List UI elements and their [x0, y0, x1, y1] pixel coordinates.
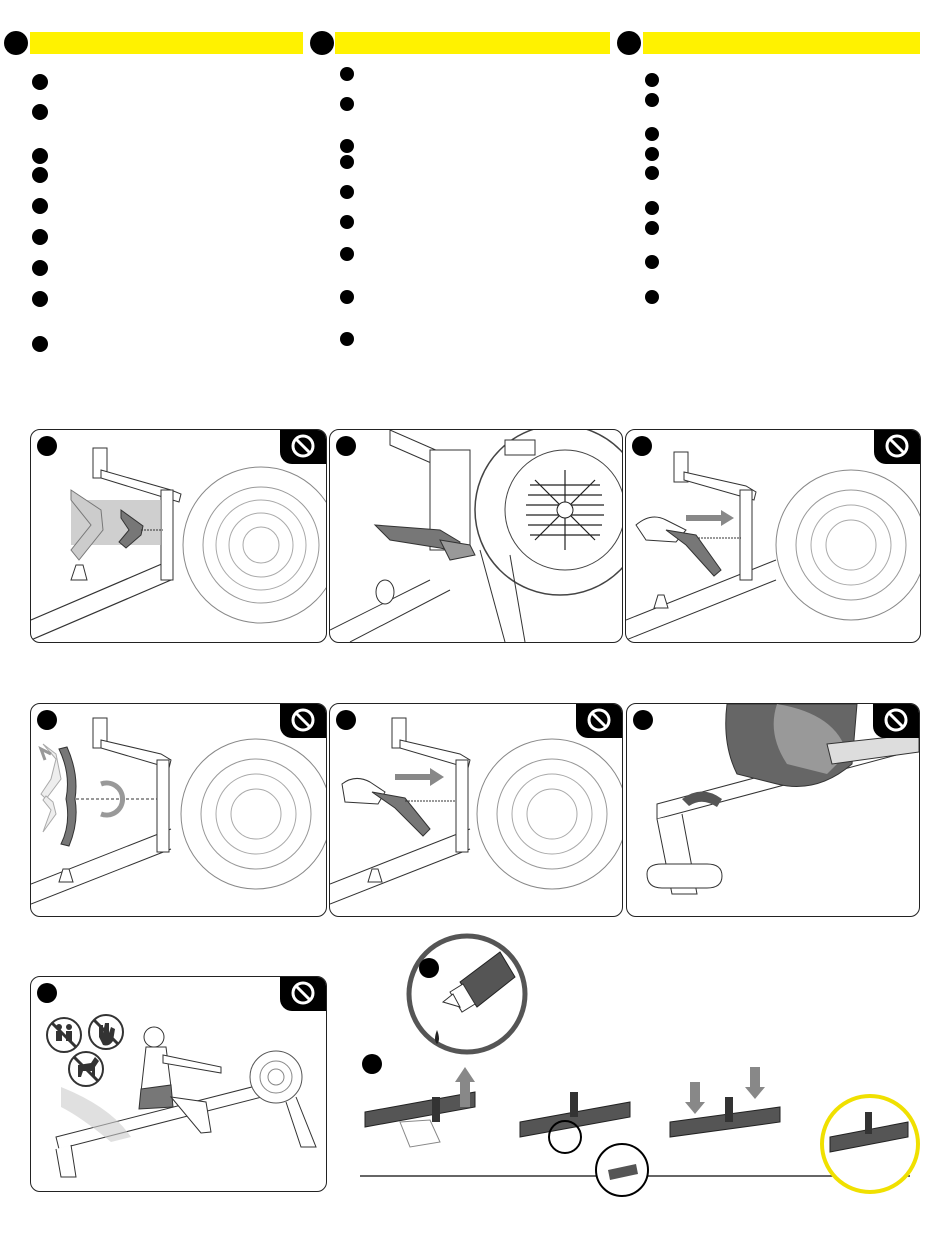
cn-header-bar	[643, 32, 920, 54]
handle-hook-illustration	[330, 430, 622, 642]
prohibited-icon	[280, 977, 326, 1011]
number-dot-icon	[336, 710, 356, 730]
number-dot-icon	[340, 97, 354, 111]
number-dot-icon	[645, 255, 659, 269]
fi-bullet-2	[32, 104, 48, 120]
fi-bullet-3	[32, 148, 48, 164]
number-dot-icon	[340, 139, 354, 153]
prohibited-icon	[576, 704, 622, 738]
number-dot-icon	[37, 710, 57, 730]
number-dot-icon	[645, 166, 659, 180]
number-dot-icon	[340, 247, 354, 261]
illustration-panel-3	[625, 429, 921, 643]
fi-bullet-1	[32, 74, 48, 90]
illustration-panel-2	[329, 429, 623, 643]
number-dot-icon	[336, 436, 356, 456]
illustration-panel-4	[30, 703, 327, 917]
jp-header-bar	[335, 32, 610, 54]
illustration-panel-6	[626, 703, 920, 917]
number-dot-icon	[645, 93, 659, 107]
fi-bullet-7	[32, 260, 48, 276]
number-dot-icon	[645, 147, 659, 161]
number-dot-icon	[645, 127, 659, 141]
fi-bullet-9	[32, 336, 48, 352]
illustration-panel-5	[329, 703, 623, 917]
jp-language-badge	[310, 31, 334, 55]
number-dot-icon	[645, 73, 659, 87]
maintenance-circle	[405, 932, 529, 1056]
number-dot-icon	[340, 332, 354, 346]
fi-language-badge	[4, 31, 28, 55]
prohibited-icon	[280, 430, 326, 464]
fi-header-bar	[30, 32, 303, 54]
fi-bullet-6	[32, 229, 48, 245]
fi-bullet-5	[32, 198, 48, 214]
number-dot-icon	[645, 221, 659, 235]
oil-bottle-icon	[405, 932, 529, 1056]
number-dot-icon	[645, 290, 659, 304]
number-dot-icon	[340, 155, 354, 169]
illustration-panel-7	[30, 976, 327, 1192]
number-dot-icon	[340, 185, 354, 199]
number-dot-icon	[632, 436, 652, 456]
cn-language-badge	[617, 31, 641, 55]
fi-bullet-8	[32, 291, 48, 307]
frame-lock-illustration	[360, 1052, 920, 1197]
number-dot-icon	[633, 710, 653, 730]
number-dot-icon	[340, 67, 354, 81]
frame-lock-sequence	[360, 1052, 920, 1197]
number-dot-icon	[340, 215, 354, 229]
prohibited-icon	[874, 430, 920, 464]
number-dot-icon	[37, 983, 57, 1003]
illustration-panel-1	[30, 429, 327, 643]
number-dot-icon	[37, 436, 57, 456]
prohibited-icon	[873, 704, 919, 738]
number-dot-icon	[340, 290, 354, 304]
prohibited-icon	[280, 704, 326, 738]
number-dot-icon	[645, 201, 659, 215]
fi-bullet-4	[32, 167, 48, 183]
